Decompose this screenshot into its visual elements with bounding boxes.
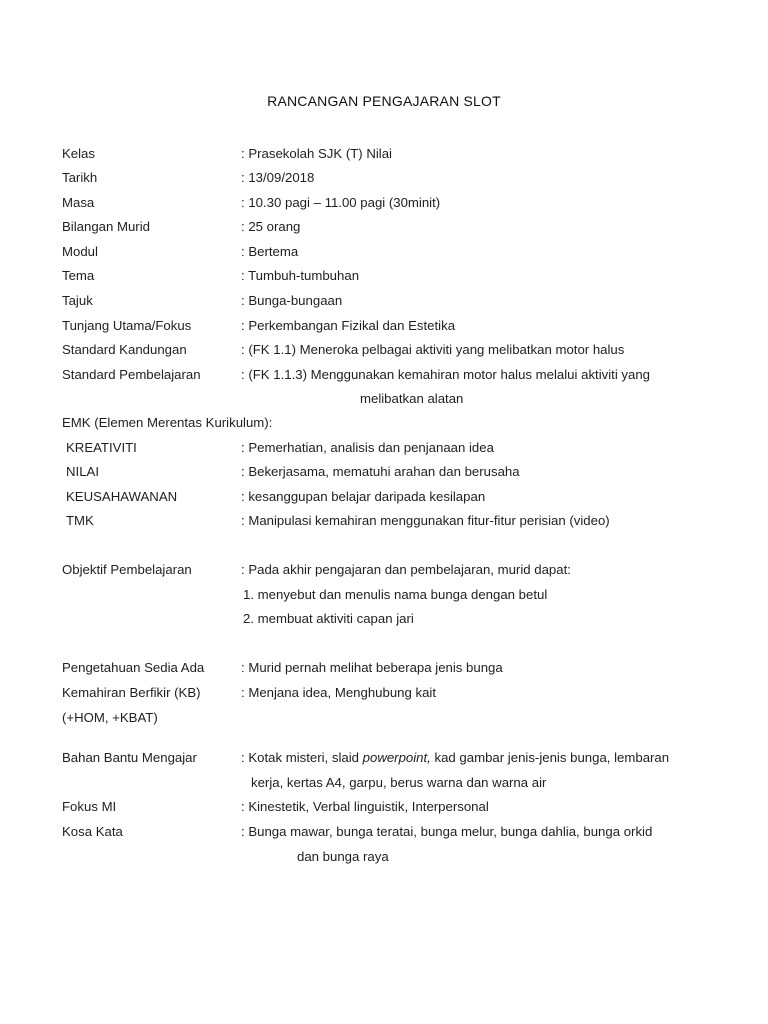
bahan-value-part-b: kad gambar jenis-jenis bunga, lembaran bbox=[430, 750, 670, 765]
tajuk-label: Tajuk bbox=[62, 293, 93, 308]
fokus-mi-value: : Kinestetik, Verbal linguistik, Interpersonal bbox=[241, 799, 489, 814]
kreativiti-label: KREATIVITI bbox=[66, 440, 137, 455]
modul-label: Modul bbox=[62, 244, 98, 259]
tunjang-label: Tunjang Utama/Fokus bbox=[62, 318, 192, 333]
kosa-kata-label: Kosa Kata bbox=[62, 824, 123, 839]
modul-value: : Bertema bbox=[241, 244, 299, 259]
objektif-label: Objektif Pembelajaran bbox=[62, 562, 192, 577]
standard-kandungan-label: Standard Kandungan bbox=[62, 342, 187, 357]
bilangan-murid-value: : 25 orang bbox=[241, 219, 301, 234]
kreativiti-value: : Pemerhatian, analisis dan penjanaan idea bbox=[241, 440, 494, 455]
tema-value: : Tumbuh-tumbuhan bbox=[241, 268, 360, 283]
objektif-item-2: 2. membuat aktiviti capan jari bbox=[243, 611, 414, 626]
emk-heading: EMK (Elemen Merentas Kurikulum): bbox=[62, 415, 273, 430]
document-title: RANCANGAN PENGAJARAN SLOT bbox=[267, 93, 501, 109]
nilai-value: : Bekerjasama, mematuhi arahan dan berusaha bbox=[241, 464, 520, 479]
fokus-mi-label: Fokus MI bbox=[62, 799, 117, 814]
kemahiran-label: Kemahiran Berfikir (KB) bbox=[62, 685, 201, 700]
bahan-label: Bahan Bantu Mengajar bbox=[62, 750, 197, 765]
kemahiran-label-cont: (+HOM, +KBAT) bbox=[62, 710, 158, 725]
tajuk-value: : Bunga-bungaan bbox=[241, 293, 343, 308]
objektif-item-1: 1. menyebut dan menulis nama bunga dengan betul bbox=[243, 587, 548, 602]
standard-pembelajaran-label: Standard Pembelajaran bbox=[62, 367, 201, 382]
standard-kandungan-value: : (FK 1.1) Meneroka pelbagai aktiviti yang melibatkan motor halus bbox=[241, 342, 625, 357]
kelas-label: Kelas bbox=[62, 146, 95, 161]
standard-pembelajaran-value-cont: melibatkan alatan bbox=[360, 391, 464, 406]
bahan-value-cont: kerja, kertas A4, garpu, berus warna dan warna air bbox=[251, 775, 547, 790]
pengetahuan-label: Pengetahuan Sedia Ada bbox=[62, 660, 205, 675]
bilangan-murid-label: Bilangan Murid bbox=[62, 219, 150, 234]
tmk-label: TMK bbox=[66, 513, 94, 528]
tmk-value: : Manipulasi kemahiran menggunakan fitur-fitur perisian (video) bbox=[241, 513, 610, 528]
nilai-label: NILAI bbox=[66, 464, 99, 479]
masa-value: : 10.30 pagi – 11.00 pagi (30minit) bbox=[241, 195, 441, 210]
standard-pembelajaran-value: : (FK 1.1.3) Menggunakan kemahiran motor halus melalui aktiviti yang bbox=[241, 367, 651, 382]
kosa-kata-value: : Bunga mawar, bunga teratai, bunga melur, bunga dahlia, bunga orkid bbox=[241, 824, 653, 839]
kemahiran-value: : Menjana idea, Menghubung kait bbox=[241, 685, 437, 700]
tarikh-label: Tarikh bbox=[62, 170, 98, 185]
keusahawanan-label: KEUSAHAWANAN bbox=[66, 489, 178, 504]
tunjang-value: : Perkembangan Fizikal dan Estetika bbox=[241, 318, 456, 333]
bahan-value bbox=[241, 750, 669, 766]
tarikh-value: : 13/09/2018 bbox=[241, 170, 315, 185]
kelas-value: : Prasekolah SJK (T) Nilai bbox=[241, 146, 392, 161]
keusahawanan-value: : kesanggupan belajar daripada kesilapan bbox=[241, 489, 486, 504]
objektif-value: : Pada akhir pengajaran dan pembelajaran, murid dapat: bbox=[241, 562, 571, 577]
pengetahuan-value: : Murid pernah melihat beberapa jenis bunga bbox=[241, 660, 503, 675]
kosa-kata-value-cont: dan bunga raya bbox=[297, 849, 389, 864]
bahan-value-italic: powerpoint, bbox=[362, 750, 431, 765]
tema-label: Tema bbox=[62, 268, 95, 283]
masa-label: Masa bbox=[62, 195, 95, 210]
bahan-value-part-a: : Kotak misteri, slaid bbox=[241, 750, 363, 765]
